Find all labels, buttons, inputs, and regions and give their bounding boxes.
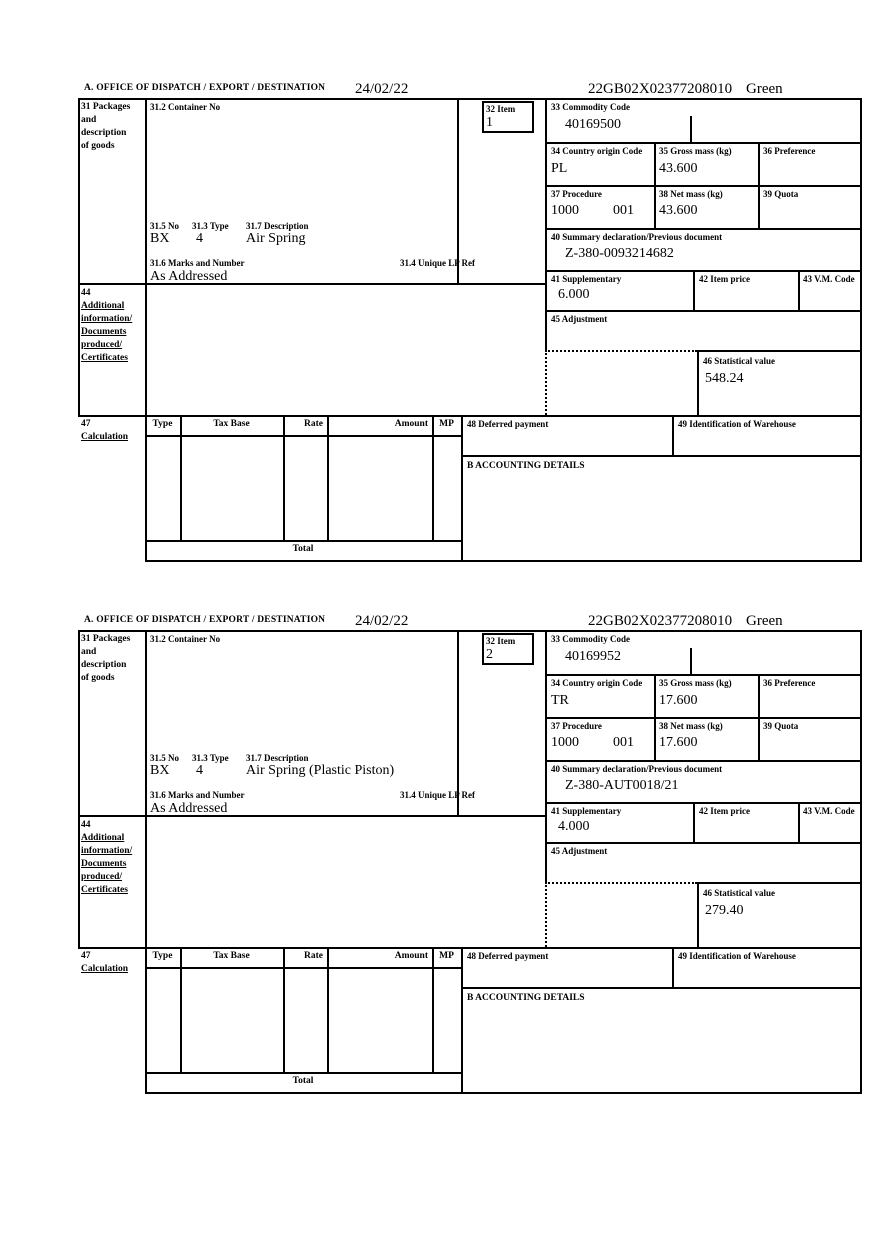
- right-column-left-border: [545, 630, 547, 882]
- form-bottom-border: [145, 560, 862, 562]
- calc-header-type: Type: [152, 951, 173, 961]
- box44-label: Certificates: [81, 353, 128, 363]
- container-no-label: 31.2 Container No: [150, 634, 221, 644]
- box34-37-divider: [654, 142, 656, 228]
- routing-value: Green: [746, 613, 783, 629]
- box44-top-border: [78, 815, 545, 817]
- form-right-border: [860, 630, 862, 1092]
- calc-header-mp: MP: [439, 419, 454, 429]
- box41-row-bottom-border: [545, 310, 862, 312]
- item-number-value: 1: [486, 115, 493, 130]
- box44-label: information/: [81, 314, 133, 324]
- calc-rate-divider: [327, 415, 329, 540]
- package-type-label: 31.3 Type: [192, 753, 229, 763]
- label-column-divider: [145, 630, 147, 947]
- mrn-value: 22GB02X02377208010: [588, 81, 733, 97]
- calc-top-border: [78, 947, 862, 949]
- goods-description-value: Air Spring (Plastic Piston): [246, 763, 395, 778]
- calc-mp-right-border: [461, 947, 463, 1092]
- box44-label: Additional: [81, 833, 125, 843]
- calc-type-divider: [180, 415, 182, 540]
- calc-header-rate: Rate: [304, 419, 323, 429]
- unique-lp-ref-label: 31.4 Unique LP Ref: [400, 258, 476, 268]
- box41-row-bottom-border: [545, 842, 862, 844]
- box47-number: 47: [81, 419, 91, 429]
- box48-49-bottom-border: [461, 455, 862, 457]
- box40-bottom-border: [545, 270, 862, 272]
- box48-49-divider: [672, 415, 674, 455]
- box34-row-bottom-border: [545, 185, 862, 187]
- box44-label: Certificates: [81, 885, 128, 895]
- supplementary-label: 41 Supplementary: [551, 806, 622, 816]
- description-label: 31.7 Description: [246, 753, 309, 763]
- box31-label: and: [81, 647, 97, 657]
- label-column-divider: [145, 98, 147, 415]
- calc-header-amount: Amount: [394, 951, 428, 961]
- box40-bottom-border: [545, 802, 862, 804]
- procedure-label: 37 Procedure: [551, 721, 602, 731]
- box31-label: 31 Packages: [81, 634, 131, 644]
- accounting-details-label: B ACCOUNTING DETAILS: [467, 993, 585, 1003]
- calc-table-left-border: [145, 947, 147, 1092]
- vm-code-label: 43 V.M. Code: [803, 274, 855, 284]
- box37-row-bottom-border: [545, 760, 862, 762]
- routing-value: Green: [746, 81, 783, 97]
- unique-lp-ref-label: 31.4 Unique LP Ref: [400, 790, 476, 800]
- marks-value: As Addressed: [150, 269, 228, 284]
- declaration-item-section-2: [0, 612, 882, 1094]
- procedure-label: 37 Procedure: [551, 189, 602, 199]
- deferred-payment-label: 48 Deferred payment: [467, 951, 549, 961]
- net-mass-label: 38 Net mass (kg): [659, 189, 723, 199]
- marks-label: 31.6 Marks and Number: [150, 258, 245, 268]
- box34-37-divider: [654, 674, 656, 760]
- package-type-value: 4: [196, 763, 203, 778]
- box37-row-bottom-border: [545, 228, 862, 230]
- commodity-code-label: 33 Commodity Code: [551, 102, 630, 112]
- origin-country-label: 34 Country origin Code: [551, 146, 643, 156]
- item-price-label: 42 Item price: [699, 274, 750, 284]
- box42-43-divider: [798, 802, 800, 842]
- net-mass-value: 17.600: [659, 735, 698, 750]
- preference-label: 36 Preference: [763, 146, 816, 156]
- form-bottom-border: [145, 1092, 862, 1094]
- calc-body-bottom-border: [145, 540, 461, 542]
- commodity-code-value: 40169500: [565, 117, 621, 132]
- calc-taxbase-divider: [283, 415, 285, 540]
- quota-label: 39 Quota: [763, 721, 799, 731]
- quota-label: 39 Quota: [763, 189, 799, 199]
- marks-label: 31.6 Marks and Number: [150, 790, 245, 800]
- form-top-border: [78, 98, 862, 100]
- calc-mp-right-border: [461, 415, 463, 560]
- calc-table-left-border: [145, 415, 147, 560]
- supplementary-units-value: 6.000: [558, 287, 590, 302]
- calc-total-label: Total: [292, 1076, 314, 1086]
- procedure-code2-value: 001: [613, 735, 634, 750]
- box44-label: produced/: [81, 340, 123, 350]
- summary-declaration-label: 40 Summary declaration/Previous document: [551, 232, 723, 242]
- form-right-border: [860, 98, 862, 560]
- package-no-label: 31.5 No: [150, 221, 179, 231]
- statistical-value-label: 46 Statistical value: [703, 356, 775, 366]
- box46-left-border: [697, 350, 699, 415]
- calc-amount-divider: [432, 415, 434, 540]
- warehouse-id-label: 49 Identification of Warehouse: [678, 951, 796, 961]
- box44-label: produced/: [81, 872, 123, 882]
- box47-label: Calculation: [81, 432, 128, 442]
- previous-document-value: Z-380-0093214682: [565, 246, 674, 261]
- box44-number: 44: [81, 288, 91, 298]
- calc-top-border: [78, 415, 862, 417]
- previous-document-value: Z-380-AUT0018/21: [565, 778, 679, 793]
- goods-description-value: Air Spring: [246, 231, 306, 246]
- form-left-border: [78, 630, 80, 947]
- mrn-value: 22GB02X02377208010: [588, 613, 733, 629]
- statistical-value: 279.40: [705, 903, 744, 918]
- package-type-label: 31.3 Type: [192, 221, 229, 231]
- office-of-dispatch-label: A. OFFICE OF DISPATCH / EXPORT / DESTINATION: [84, 83, 326, 93]
- adjustment-dotted-left-border: [545, 882, 547, 947]
- calc-header-underline: [145, 435, 461, 437]
- procedure-code-value: 1000: [551, 203, 579, 218]
- origin-country-value: TR: [551, 693, 569, 708]
- box41-42-divider: [693, 270, 695, 310]
- supplementary-label: 41 Supplementary: [551, 274, 622, 284]
- package-no-label: 31.5 No: [150, 753, 179, 763]
- box42-43-divider: [798, 270, 800, 310]
- declaration-date: 24/02/22: [355, 81, 409, 97]
- box31-label: and: [81, 115, 97, 125]
- item-label: 32 Item: [486, 636, 516, 646]
- calc-header-mp: MP: [439, 951, 454, 961]
- package-type-value: 4: [196, 231, 203, 246]
- adjustment-dotted-left-border: [545, 350, 547, 415]
- item-price-label: 42 Item price: [699, 806, 750, 816]
- box31-label: of goods: [81, 141, 115, 151]
- box33-bottom-border: [545, 142, 862, 144]
- right-column-left-border: [545, 98, 547, 350]
- office-of-dispatch-label: A. OFFICE OF DISPATCH / EXPORT / DESTINATION: [84, 615, 326, 625]
- box44-number: 44: [81, 820, 91, 830]
- declaration-item-section-1: [0, 80, 882, 562]
- calc-rate-divider: [327, 947, 329, 1072]
- calc-header-taxbase: Tax Base: [213, 951, 250, 961]
- box47-number: 47: [81, 951, 91, 961]
- box31-label: of goods: [81, 673, 115, 683]
- origin-country-label: 34 Country origin Code: [551, 678, 643, 688]
- box44-label: Documents: [81, 327, 127, 337]
- preference-label: 36 Preference: [763, 678, 816, 688]
- calc-taxbase-divider: [283, 947, 285, 1072]
- box31-label: description: [81, 660, 127, 670]
- container-box-right-border: [457, 98, 459, 283]
- box35-38-divider: [758, 674, 760, 760]
- container-box-right-border: [457, 630, 459, 815]
- box48-49-divider: [672, 947, 674, 987]
- box44-top-border: [78, 283, 545, 285]
- calc-total-label: Total: [292, 544, 314, 554]
- commodity-code-divider: [690, 648, 692, 674]
- calc-header-underline: [145, 967, 461, 969]
- calc-header-type: Type: [152, 419, 173, 429]
- calc-header-rate: Rate: [304, 951, 323, 961]
- box48-49-bottom-border: [461, 987, 862, 989]
- box46-left-border: [697, 882, 699, 947]
- box46-top-border: [697, 350, 862, 352]
- box34-row-bottom-border: [545, 717, 862, 719]
- gross-mass-label: 35 Gross mass (kg): [659, 678, 732, 688]
- declaration-date: 24/02/22: [355, 613, 409, 629]
- adjustment-dotted-border: [545, 350, 697, 352]
- package-count-value: BX: [150, 231, 170, 246]
- procedure-code2-value: 001: [613, 203, 634, 218]
- commodity-code-divider: [690, 116, 692, 142]
- box31-label: description: [81, 128, 127, 138]
- gross-mass-value: 43.600: [659, 161, 698, 176]
- box44-label: Documents: [81, 859, 127, 869]
- box44-label: Additional: [81, 301, 125, 311]
- box33-bottom-border: [545, 674, 862, 676]
- calc-amount-divider: [432, 947, 434, 1072]
- box47-label: Calculation: [81, 964, 128, 974]
- box41-42-divider: [693, 802, 695, 842]
- package-count-value: BX: [150, 763, 170, 778]
- item-label: 32 Item: [486, 104, 516, 114]
- net-mass-value: 43.600: [659, 203, 698, 218]
- calc-type-divider: [180, 947, 182, 1072]
- adjustment-label: 45 Adjustment: [551, 314, 608, 324]
- vm-code-label: 43 V.M. Code: [803, 806, 855, 816]
- statistical-value: 548.24: [705, 371, 744, 386]
- form-left-border: [78, 98, 80, 415]
- commodity-code-value: 40169952: [565, 649, 621, 664]
- adjustment-dotted-border: [545, 882, 697, 884]
- supplementary-units-value: 4.000: [558, 819, 590, 834]
- box46-top-border: [697, 882, 862, 884]
- warehouse-id-label: 49 Identification of Warehouse: [678, 419, 796, 429]
- item-number-value: 2: [486, 647, 493, 662]
- calc-header-taxbase: Tax Base: [213, 419, 250, 429]
- description-label: 31.7 Description: [246, 221, 309, 231]
- calc-header-amount: Amount: [394, 419, 428, 429]
- box44-label: information/: [81, 846, 133, 856]
- box31-label: 31 Packages: [81, 102, 131, 112]
- calc-body-bottom-border: [145, 1072, 461, 1074]
- accounting-details-label: B ACCOUNTING DETAILS: [467, 461, 585, 471]
- net-mass-label: 38 Net mass (kg): [659, 721, 723, 731]
- summary-declaration-label: 40 Summary declaration/Previous document: [551, 764, 723, 774]
- container-no-label: 31.2 Container No: [150, 102, 221, 112]
- adjustment-label: 45 Adjustment: [551, 846, 608, 856]
- gross-mass-label: 35 Gross mass (kg): [659, 146, 732, 156]
- statistical-value-label: 46 Statistical value: [703, 888, 775, 898]
- origin-country-value: PL: [551, 161, 568, 176]
- marks-value: As Addressed: [150, 801, 228, 816]
- box35-38-divider: [758, 142, 760, 228]
- deferred-payment-label: 48 Deferred payment: [467, 419, 549, 429]
- commodity-code-label: 33 Commodity Code: [551, 634, 630, 644]
- procedure-code-value: 1000: [551, 735, 579, 750]
- form-top-border: [78, 630, 862, 632]
- gross-mass-value: 17.600: [659, 693, 698, 708]
